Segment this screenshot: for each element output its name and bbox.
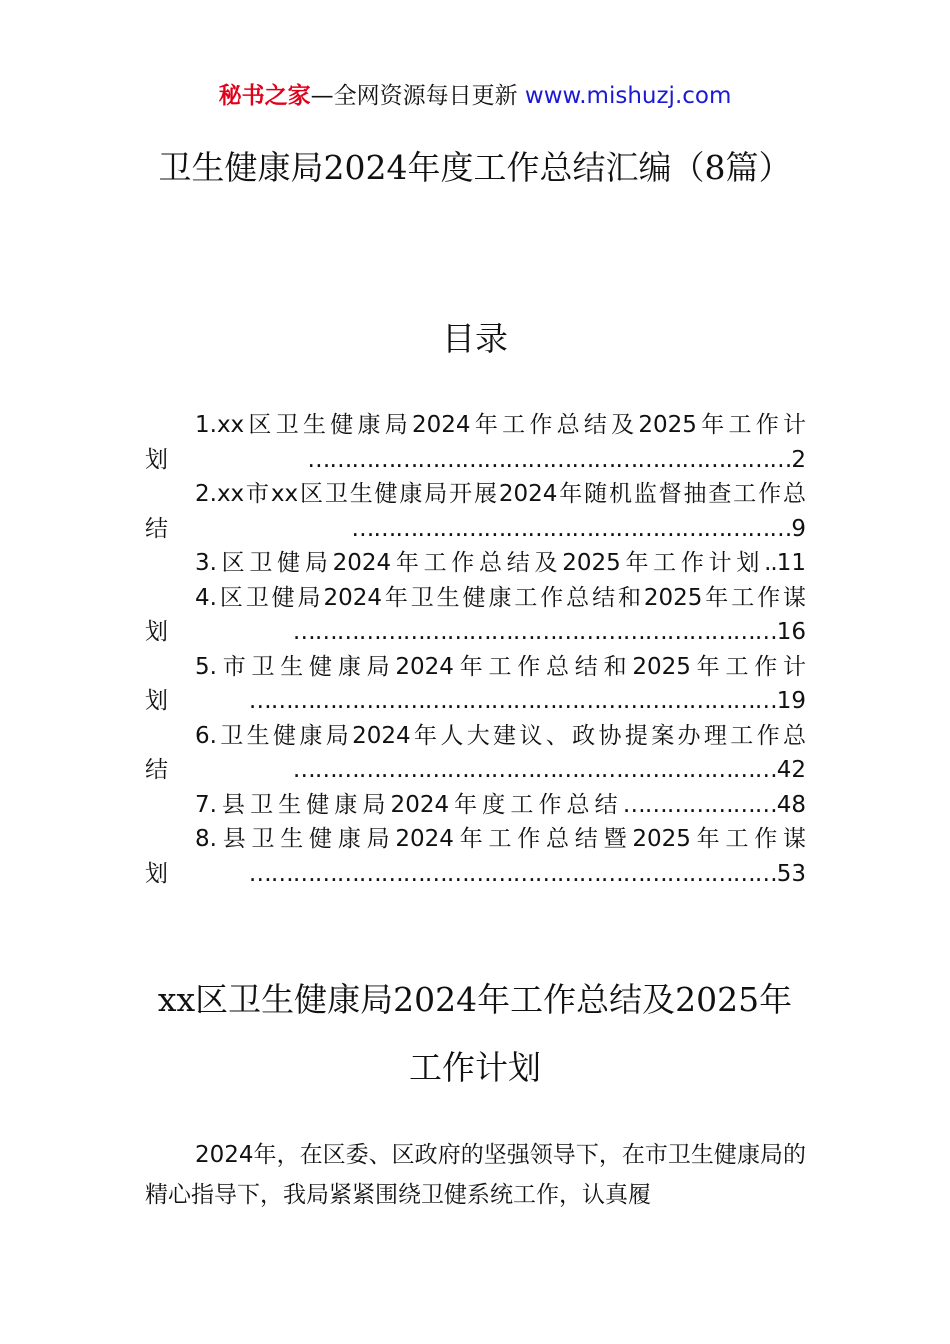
toc-entry-page: 53: [776, 860, 806, 887]
body-paragraph: 2024年，在区委、区政府的坚强领导下，在市卫生健康局的精心指导下，我局紧紧围绕卫健系统工作，认真履: [145, 1142, 806, 1208]
toc-entry-page: 42: [776, 757, 806, 783]
toc-leader-dots: …………………………………………………………: [292, 757, 777, 783]
toc-entry[interactable]: [145, 822, 806, 891]
toc-entry-title: 3.区卫健局2024年工作总结及2025年工作计划: [195, 550, 765, 576]
toc-entry-page: 48: [776, 791, 806, 818]
toc-entry-title: 2.xx市xx区卫生健康局开展2024年随机监督抽查工作总结: [145, 481, 806, 542]
toc-entry[interactable]: [145, 788, 806, 823]
toc-entry-title: 1.xx区卫生健康局2024年工作总结及2025年工作计划: [145, 412, 806, 473]
toc-entry-page: 16: [776, 619, 806, 645]
section-title: xx区卫生健康局2024年工作总结及2025年工作计划: [157, 980, 793, 1087]
table-of-contents: [145, 408, 806, 891]
brand-name: 秘书之家: [218, 83, 311, 109]
toc-leader-dots: …………………………………………………………: [307, 446, 792, 473]
toc-entry[interactable]: [145, 546, 806, 581]
toc-leader-dots: …………………: [622, 791, 777, 818]
toc-entry-page: 11: [776, 550, 806, 576]
toc-leader-dots: ..: [764, 550, 777, 576]
toc-entry-title: 8.县卫生健康局2024年工作总结暨2025年工作谋划: [145, 826, 806, 887]
toc-leader-dots: ………………………………………………………………: [248, 860, 777, 887]
toc-entry[interactable]: [145, 581, 806, 650]
toc-entry-page: 19: [776, 688, 806, 714]
toc-entry[interactable]: [145, 719, 806, 788]
site-header: [0, 80, 950, 112]
toc-entry-page: 9: [791, 515, 806, 542]
toc-entry-page: 2: [791, 446, 806, 473]
site-url-link[interactable]: www.mishuzj.com: [524, 83, 732, 109]
toc-entry[interactable]: [145, 477, 806, 546]
toc-entry[interactable]: [145, 650, 806, 719]
toc-leader-dots: ……………………………………………………: [351, 515, 792, 542]
toc-leader-dots: ………………………………………………………………: [248, 688, 777, 714]
toc-entry-title: 7.县卫生健康局2024年度工作总结: [195, 791, 623, 818]
toc-heading: 目录: [442, 319, 508, 358]
toc-entry-title: 4.区卫健局2024年卫生健康工作总结和2025年工作谋划: [145, 584, 806, 645]
toc-leader-dots: …………………………………………………………: [292, 619, 777, 645]
document-title: 卫生健康局2024年度工作总结汇编（8篇）: [158, 148, 792, 187]
toc-entry-title: 5.市卫生健康局2024年工作总结和2025年工作计划: [145, 653, 806, 714]
toc-entry-title: 6.卫生健康局2024年人大建议、政协提案办理工作总结: [145, 722, 806, 783]
site-tagline: —全网资源每日更新: [310, 83, 518, 109]
toc-entry[interactable]: [145, 408, 806, 477]
